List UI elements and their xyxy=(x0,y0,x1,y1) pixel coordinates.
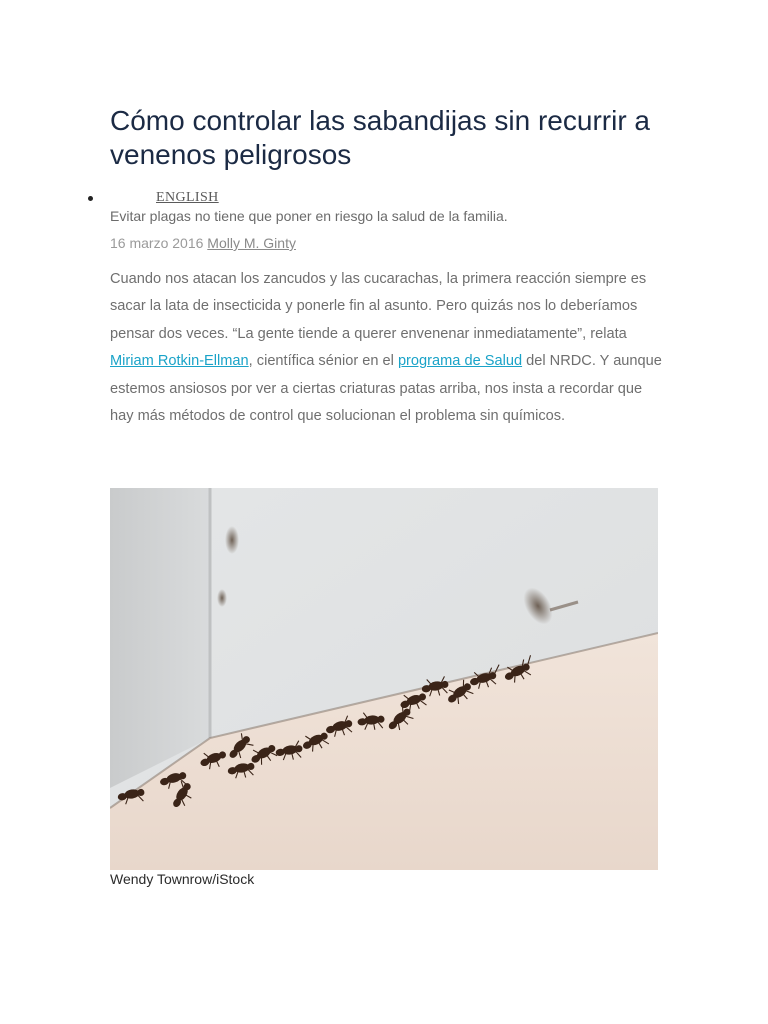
language-list-item xyxy=(88,189,388,209)
body-text-part-3: del NRDC. Y aunque estemos ansiosos por ver a ciertas criaturas patas arriba, nos insta a recordar que hay más métodos de control que solucionan el problema sin químicos. xyxy=(110,353,662,425)
english-language-link[interactable]: ENGLISH xyxy=(156,190,219,205)
body-text-part-2: , científica sénior en el xyxy=(248,353,398,370)
body-text-part-1: Cuando nos atacan los zancudos y las cucarachas, la primera reacción siempre es sacar la lata de insecticida y ponerle fin al asunto. Pero quizás nos lo deberíamos pensar dos veces. “La gente tiende a querer envenenar inmediatamente”, relata xyxy=(110,271,647,342)
article-body-paragraph xyxy=(110,266,662,430)
author-link[interactable]: Molly M. Ginty xyxy=(207,235,296,251)
article-title: Cómo controlar las sabandijas sin recurrir a venenos peligrosos xyxy=(110,105,650,170)
miriam-rotkin-ellman-link[interactable]: Miriam Rotkin-Ellman xyxy=(110,353,249,370)
article-meta xyxy=(110,234,296,252)
article-subtitle: Evitar plagas no tiene que poner en riesgo la salud de la familia. xyxy=(110,208,508,224)
article-date: 16 marzo 2016 xyxy=(110,235,204,251)
health-program-link[interactable]: programa de Salud xyxy=(397,353,523,370)
photo-caption: Wendy Townrow/iStock xyxy=(110,871,255,887)
ants-photo xyxy=(110,488,658,870)
bullet-icon xyxy=(88,196,93,201)
